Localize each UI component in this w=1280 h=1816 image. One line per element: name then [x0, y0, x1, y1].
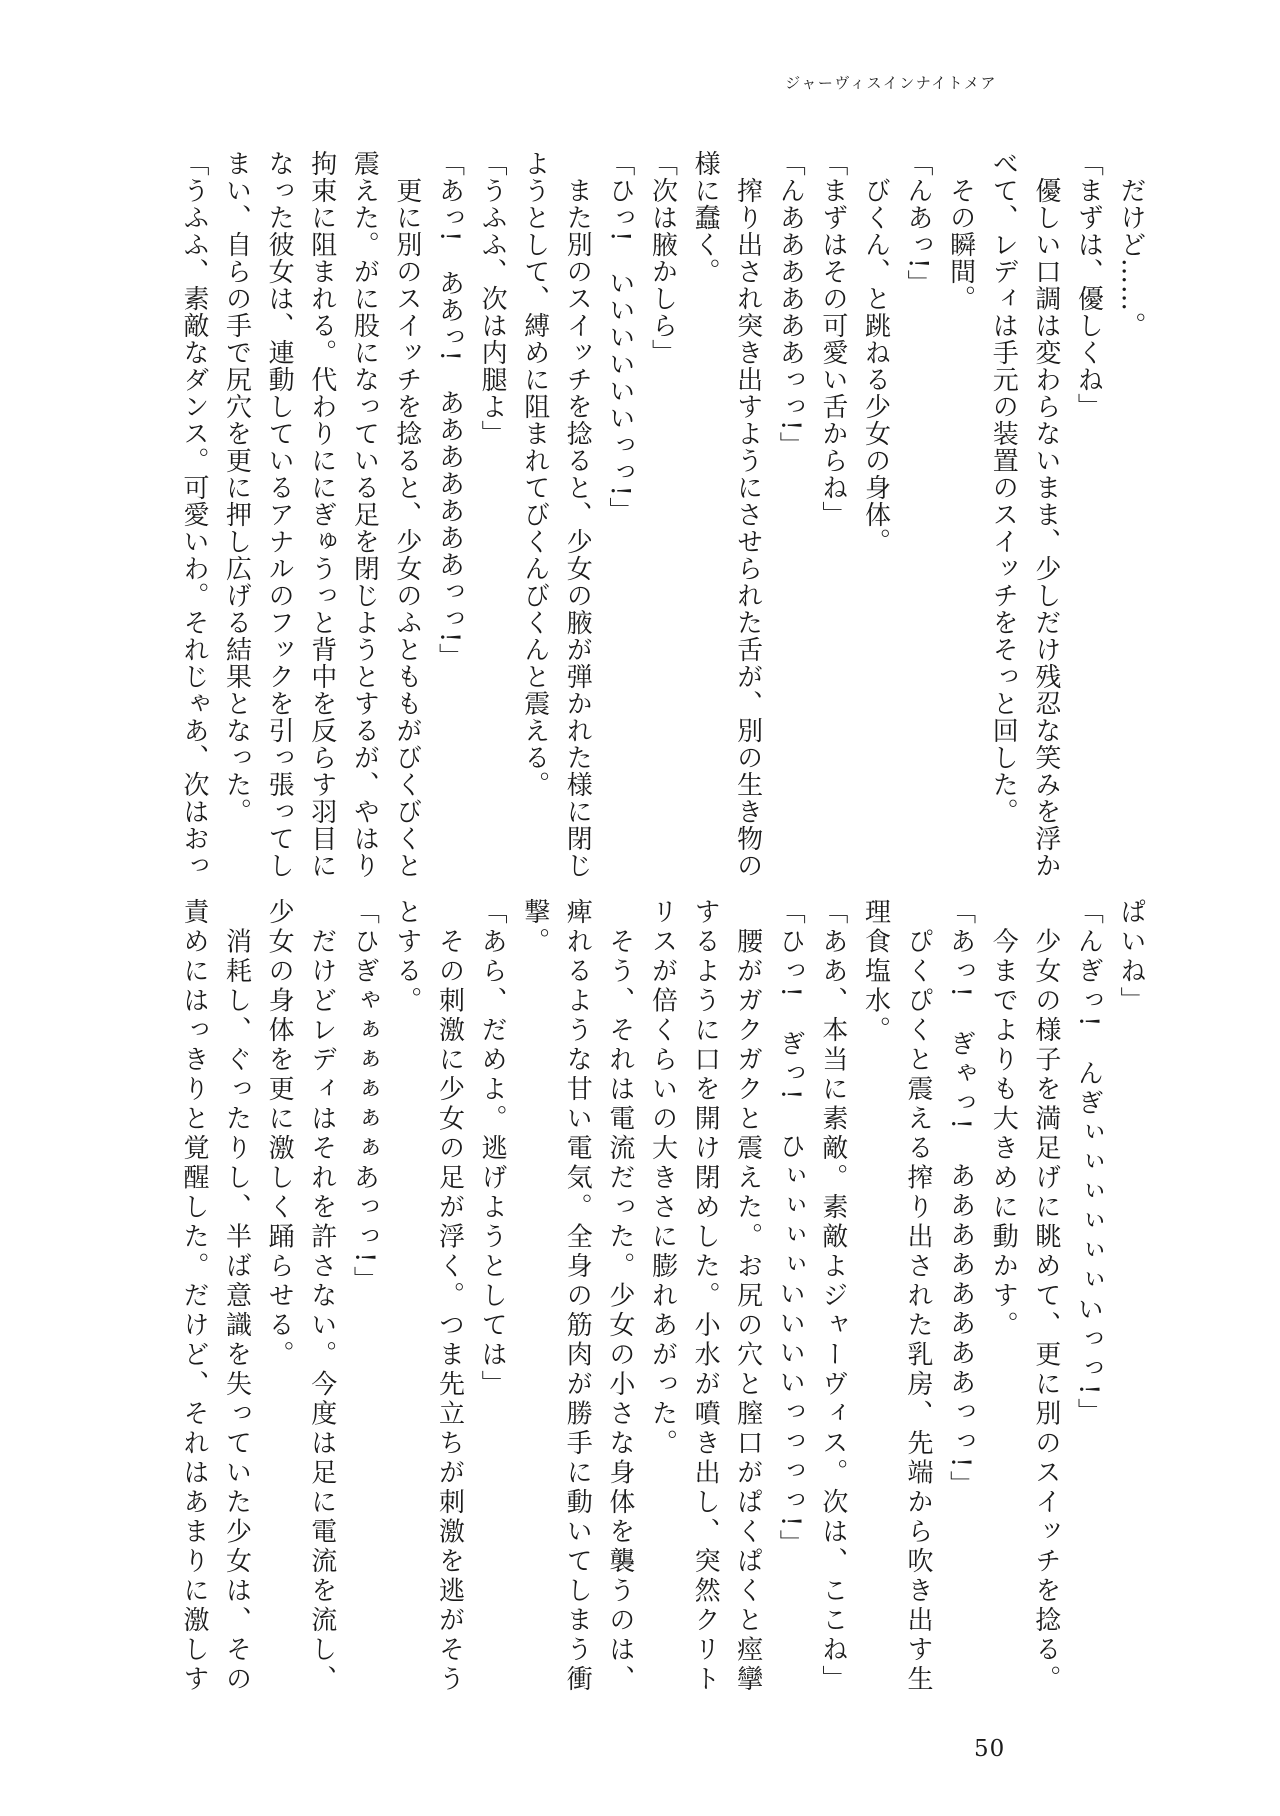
text-line: 撃。: [519, 898, 550, 957]
text-line: ぴくぴくと震える搾り出された乳房、先端から吹き出す生: [903, 898, 934, 1695]
text-line: 「んあっ!」: [903, 150, 934, 297]
text-line: 「ひぎゃぁぁぁぁぁあっっ!」: [349, 898, 380, 1296]
text-line: 消耗し、ぐったりし、半ば意識を失っていた少女は、その: [221, 898, 252, 1695]
text-line: 痺れるような甘い電気。全身の筋肉が勝手に動いてしまう衝: [562, 898, 593, 1695]
text-line: そう、それは電流だった。少女の小さな身体を襲うのは、: [604, 898, 635, 1695]
text-line: とする。: [391, 898, 422, 1016]
text-line: 「ああ、本当に素敵。素敵よジャーヴィス。次は、ここね」: [817, 898, 848, 1695]
text-line: 更に別のスイッチを捻ると、少女のふとももがびくびくと: [391, 150, 422, 879]
text-line: 責めにはっきりと覚醒した。だけど、それはあまりに激しす: [178, 898, 209, 1695]
text-line: 「ひっ! ぎっ! ひぃぃぃぃいいいいっっっっ!」: [775, 898, 806, 1560]
text-line: 「うふふ、次は内腿よ」: [477, 150, 508, 447]
text-line: まい、自らの手で尻穴を更に押し広げる結果となった。: [221, 150, 252, 825]
text-line: だけどレディはそれを許さない。今度は足に電流を流し、: [306, 898, 337, 1695]
text-line: 少女の身体を更に激しく踊らせる。: [264, 898, 295, 1370]
text-line: 「んああああああっっ!」: [775, 150, 806, 459]
upper-text-block: [172, 150, 1152, 892]
running-header-title: ジャーヴィスインナイトメア: [785, 74, 997, 92]
text-line: 「まずはその可愛い舌からね」: [817, 150, 848, 528]
text-line: また別のスイッチを捻ると、少女の腋が弾かれた様に閉じ: [562, 150, 593, 879]
text-line: だけど……。: [1116, 150, 1146, 339]
text-line: するように口を開け閉めした。小水が噴き出し、突然クリト: [690, 898, 721, 1695]
text-line: なった彼女は、連動しているアナルのフックを引っ張ってし: [264, 150, 295, 879]
text-line: 様に蠢く。: [690, 150, 721, 285]
text-line: 「んぎっ! んぎぃぃぃぃぃぃいっっ!」: [1073, 898, 1104, 1428]
page-number: 50: [974, 1736, 1006, 1762]
text-line: ぱいね」: [1116, 898, 1146, 1016]
text-line: ようとして、縛めに阻まれてびくんびくんと震える。: [519, 150, 550, 798]
text-line: その刺激に少女の足が浮く。つま先立ちが刺激を逃がそう: [434, 898, 465, 1695]
text-line: 「次は腋かしら」: [647, 150, 678, 366]
text-line: 「うふふ、素敵なダンス。可愛いわ。それじゃあ、次はおっ: [178, 150, 209, 879]
text-line: 震えた。がに股になっている足を閉じようとするが、やはり: [349, 150, 380, 879]
text-line: 搾り出され突き出すようにさせられた舌が、別の生き物の: [732, 150, 763, 879]
text-line: 「あっ! ああっ! あああああああっっ!」: [434, 150, 465, 671]
text-line: 少女の様子を満足げに眺めて、更に別のスイッチを捻る。: [1030, 898, 1061, 1695]
text-line: 拘束に阻まれる。代わりににぎゅうっと背中を反らす羽目に: [306, 150, 337, 879]
text-line: 「あっ! ぎゃっ! ああああああああっっ!」: [945, 898, 976, 1501]
text-line: 腰がガクガクと震えた。お尻の穴と膣口がぱくぱくと痙攣: [732, 898, 763, 1695]
text-line: 「ひっ! いいいいいいっっ!」: [604, 150, 635, 524]
text-line: びくん、と跳ねる少女の身体。: [860, 150, 891, 555]
text-line: 優しい口調は変わらないまま、少しだけ残忍な笑みを浮か: [1030, 150, 1061, 879]
text-line: 理食塩水。: [860, 898, 891, 1046]
text-line: 今までよりも大きめに動かす。: [988, 898, 1019, 1341]
text-line: リスが倍くらいの大きさに膨れあがった。: [647, 898, 678, 1459]
text-line: その瞬間。: [945, 150, 976, 312]
text-line: 「あら、だめよ。逃げようとしては」: [477, 898, 508, 1400]
lower-text-block: [172, 898, 1152, 1712]
text-line: べて、レディは手元の装置のスイッチをそっと回した。: [988, 150, 1019, 825]
text-line: 「まずは、優しくね」: [1073, 150, 1104, 420]
